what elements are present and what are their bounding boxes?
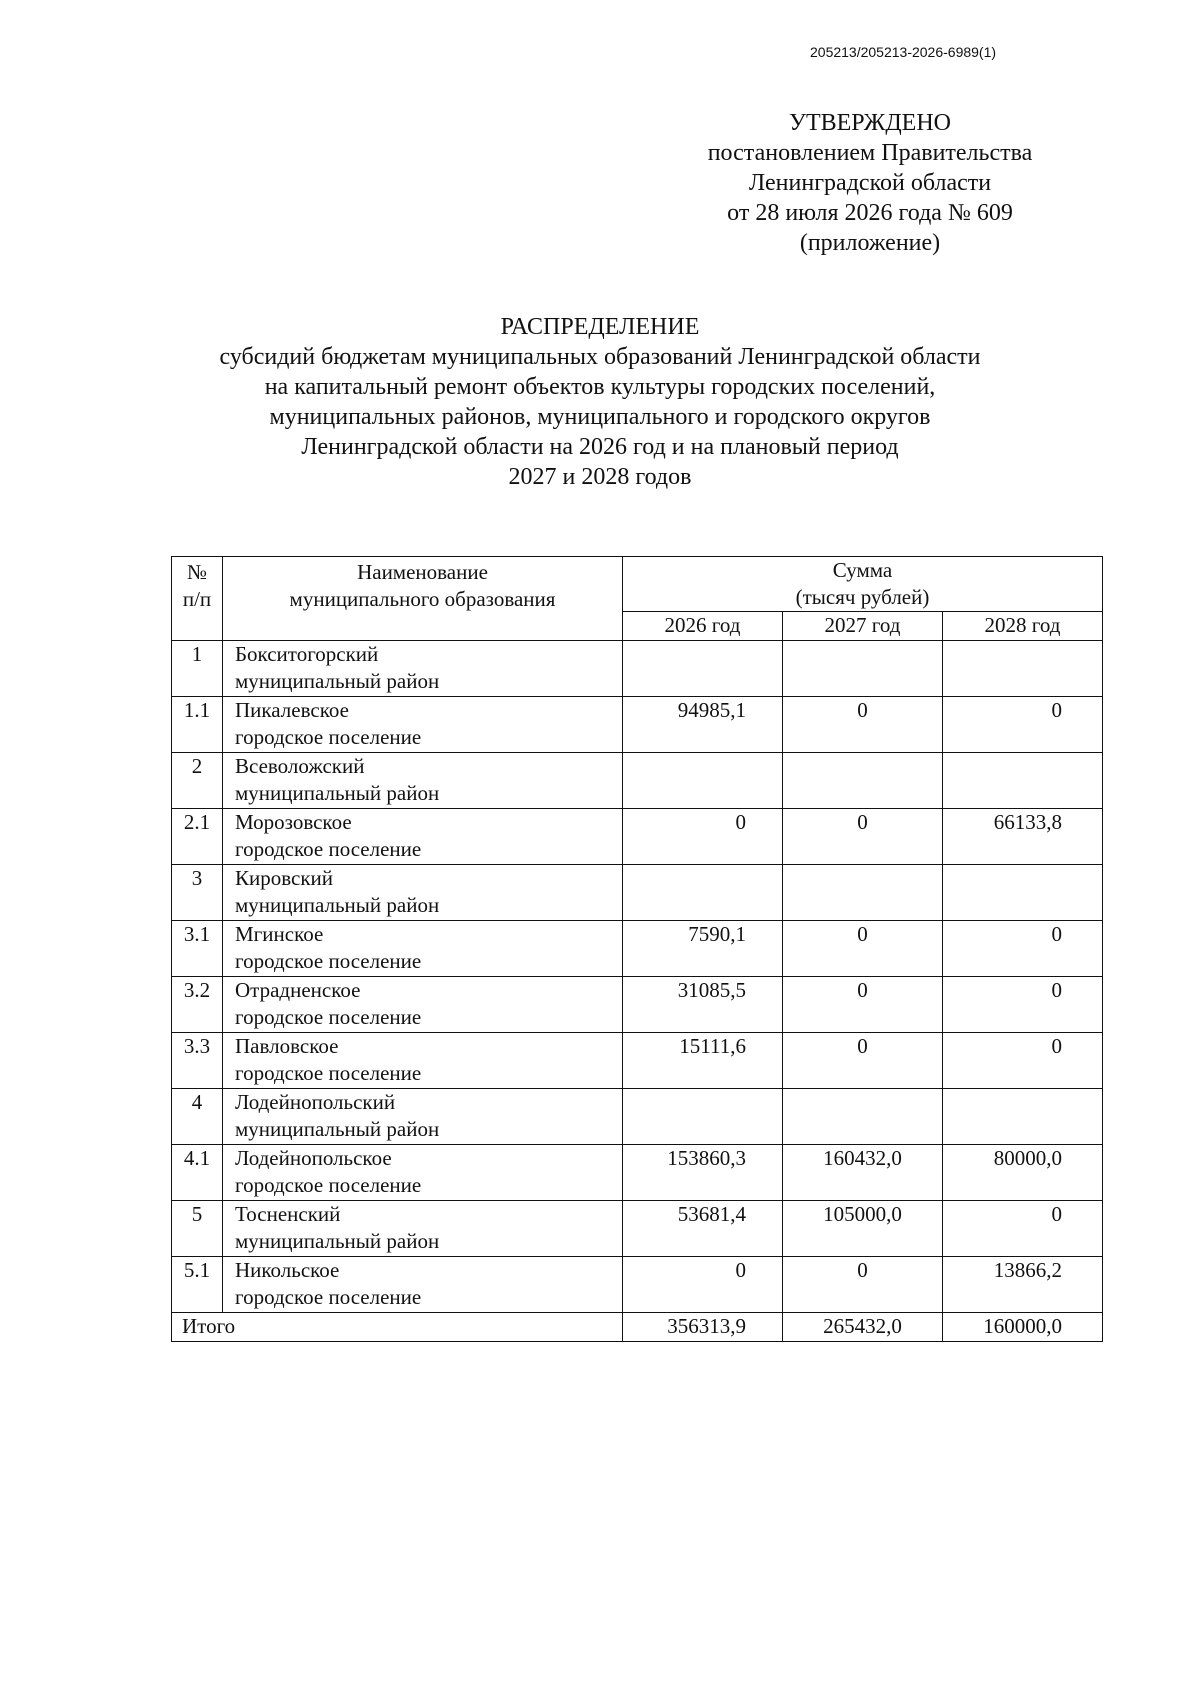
table-row <box>172 1201 1103 1257</box>
row-value-2028 <box>943 641 1103 697</box>
row-value-2026: 153860,3 <box>623 1145 783 1201</box>
table-body <box>172 641 1103 1313</box>
row-number: 2.1 <box>172 809 223 865</box>
header-sum-line: (тысяч рублей) <box>795 585 930 609</box>
row-name <box>223 1033 623 1089</box>
row-name-line: муниципальный район <box>235 1229 440 1253</box>
row-name <box>223 641 623 697</box>
row-name-line: городское поселение <box>235 837 422 861</box>
row-value-2027: 160432,0 <box>783 1145 943 1201</box>
table-row <box>172 865 1103 921</box>
total-2026: 356313,9 <box>623 1313 783 1342</box>
table-row <box>172 921 1103 977</box>
row-value-2027 <box>783 641 943 697</box>
row-value-2026: 7590,1 <box>623 921 783 977</box>
row-name-line: Павловское <box>235 1034 339 1058</box>
row-number: 3.3 <box>172 1033 223 1089</box>
row-value-2026: 94985,1 <box>623 697 783 753</box>
approval-heading: УТВЕРЖДЕНО <box>788 110 952 136</box>
row-number: 3.1 <box>172 921 223 977</box>
table-header-row <box>172 557 1103 612</box>
title-line: на капитальный ремонт объектов культуры городских поселений, <box>264 374 936 400</box>
row-name-line: муниципальный район <box>235 893 440 917</box>
row-name-line: городское поселение <box>235 949 422 973</box>
row-number: 1 <box>172 641 223 697</box>
row-name <box>223 1257 623 1313</box>
header-sum-line: Сумма <box>832 558 893 582</box>
row-name-line: Никольское <box>235 1258 340 1282</box>
row-number: 4 <box>172 1089 223 1145</box>
table-row <box>172 1257 1103 1313</box>
row-value-2027: 0 <box>783 1033 943 1089</box>
total-2027: 265432,0 <box>783 1313 943 1342</box>
row-name <box>223 809 623 865</box>
row-value-2028: 13866,2 <box>943 1257 1103 1313</box>
row-value-2028: 0 <box>943 921 1103 977</box>
header-number <box>172 557 223 641</box>
row-value-2026 <box>623 641 783 697</box>
table-total-row <box>172 1313 1103 1342</box>
table-row <box>172 641 1103 697</box>
approval-line: от 28 июля 2026 года № 609 <box>727 200 1013 226</box>
row-name-line: Морозовское <box>235 810 352 834</box>
row-name-line: Пикалевское <box>235 698 349 722</box>
title-line: Ленинградской области на 2026 год и на плановый период <box>301 434 899 460</box>
row-value-2028 <box>943 753 1103 809</box>
row-value-2028: 0 <box>943 1033 1103 1089</box>
row-value-2028 <box>943 865 1103 921</box>
row-value-2026: 53681,4 <box>623 1201 783 1257</box>
row-number: 2 <box>172 753 223 809</box>
total-2028: 160000,0 <box>943 1313 1103 1342</box>
row-number: 4.1 <box>172 1145 223 1201</box>
row-name <box>223 921 623 977</box>
title-line: 2027 и 2028 годов <box>508 464 692 490</box>
header-year-2028: 2028 год <box>943 612 1103 641</box>
row-name-line: Бокситогорский <box>235 642 379 666</box>
row-value-2027 <box>783 1089 943 1145</box>
row-value-2027: 0 <box>783 921 943 977</box>
row-number: 1.1 <box>172 697 223 753</box>
row-value-2026: 15111,6 <box>623 1033 783 1089</box>
row-name-line: Кировский <box>235 866 334 890</box>
row-name <box>223 1089 623 1145</box>
row-value-2026 <box>623 753 783 809</box>
header-year-2026: 2026 год <box>623 612 783 641</box>
row-value-2028: 66133,8 <box>943 809 1103 865</box>
row-name-line: Отрадненское <box>235 978 361 1002</box>
row-value-2027 <box>783 865 943 921</box>
row-value-2028 <box>943 1089 1103 1145</box>
row-value-2027: 0 <box>783 809 943 865</box>
row-name <box>223 697 623 753</box>
table-row <box>172 1145 1103 1201</box>
title-line: муниципальных районов, муниципального и городского округов <box>269 404 931 430</box>
row-value-2028: 0 <box>943 697 1103 753</box>
total-label: Итого <box>172 1313 623 1342</box>
approval-line: (приложение) <box>799 230 941 256</box>
row-name-line: Всеволожский <box>235 754 365 778</box>
header-sum <box>623 557 1103 612</box>
header-number-line: № <box>186 560 208 584</box>
row-value-2028: 0 <box>943 977 1103 1033</box>
row-name-line: городское поселение <box>235 1285 422 1309</box>
header-name <box>223 557 623 641</box>
row-value-2026 <box>623 1089 783 1145</box>
row-name-line: городское поселение <box>235 1061 422 1085</box>
row-number: 5 <box>172 1201 223 1257</box>
row-name <box>223 753 623 809</box>
document-id: 205213/205213-2026-6989(1) <box>810 44 997 60</box>
row-name-line: Мгинское <box>235 922 324 946</box>
header-number-line: п/п <box>182 587 212 611</box>
row-name <box>223 865 623 921</box>
row-name-line: Лодейнопольский <box>235 1090 396 1114</box>
row-value-2027: 0 <box>783 977 943 1033</box>
row-value-2027 <box>783 753 943 809</box>
title-line: субсидий бюджетам муниципальных образований Ленинградской области <box>219 344 981 370</box>
header-name-line: Наименование <box>357 560 488 584</box>
row-name-line: Тосненский <box>235 1202 341 1226</box>
row-name-line: городское поселение <box>235 1005 422 1029</box>
row-value-2028: 0 <box>943 1201 1103 1257</box>
row-value-2026: 0 <box>623 1257 783 1313</box>
table-row <box>172 753 1103 809</box>
row-value-2026: 31085,5 <box>623 977 783 1033</box>
row-value-2028: 80000,0 <box>943 1145 1103 1201</box>
approval-block <box>690 108 1050 258</box>
header-name-line: муниципального образования <box>289 587 556 611</box>
table-row <box>172 697 1103 753</box>
row-name-line: городское поселение <box>235 725 422 749</box>
row-name <box>223 1201 623 1257</box>
row-name-line: городское поселение <box>235 1173 422 1197</box>
document-title <box>190 312 1010 492</box>
title-heading: РАСПРЕДЕЛЕНИЕ <box>500 314 700 340</box>
table-row <box>172 809 1103 865</box>
row-value-2027: 0 <box>783 697 943 753</box>
table-row <box>172 977 1103 1033</box>
distribution-table <box>171 556 1103 1342</box>
row-value-2026 <box>623 865 783 921</box>
row-name-line: Лодейнопольское <box>235 1146 392 1170</box>
row-name-line: муниципальный район <box>235 1117 440 1141</box>
row-number: 3 <box>172 865 223 921</box>
row-value-2026: 0 <box>623 809 783 865</box>
row-value-2027: 105000,0 <box>783 1201 943 1257</box>
row-name-line: муниципальный район <box>235 669 440 693</box>
row-number: 5.1 <box>172 1257 223 1313</box>
row-name <box>223 977 623 1033</box>
row-name <box>223 1145 623 1201</box>
table-row <box>172 1033 1103 1089</box>
table-row <box>172 1089 1103 1145</box>
row-name-line: муниципальный район <box>235 781 440 805</box>
row-value-2027: 0 <box>783 1257 943 1313</box>
approval-line: постановлением Правительства <box>707 140 1033 166</box>
row-number: 3.2 <box>172 977 223 1033</box>
header-year-2027: 2027 год <box>783 612 943 641</box>
approval-line: Ленинградской области <box>748 170 992 196</box>
